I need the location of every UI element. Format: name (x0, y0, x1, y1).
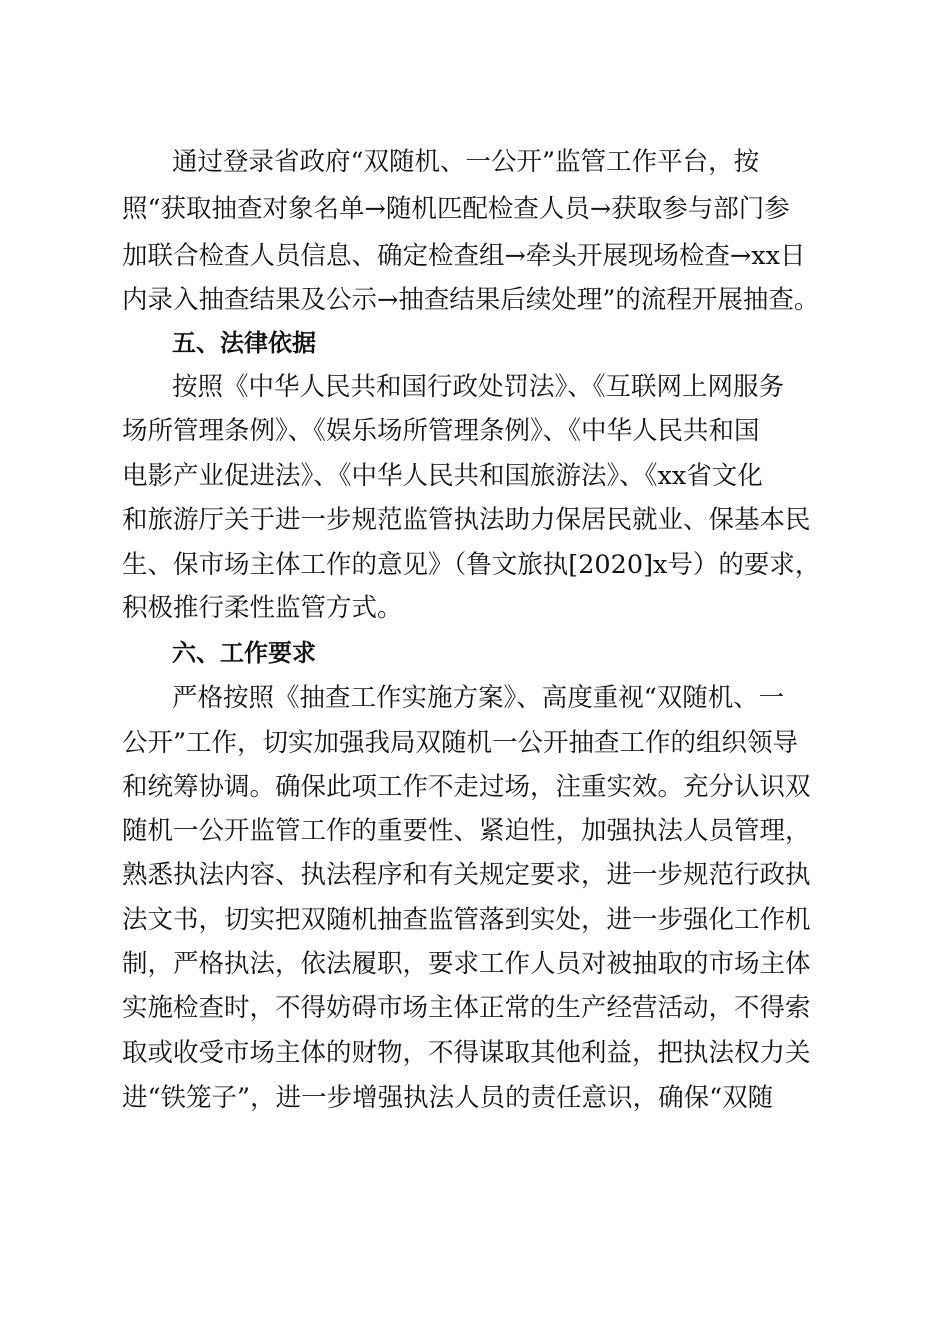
paragraph-line (0, 1033, 950, 1073)
section-heading (0, 323, 950, 363)
heading-text: 五、法律依据 (172, 329, 316, 357)
line-text: 和统筹协调。确保此项工作不走过场，注重实效。充分认识双 (122, 772, 811, 802)
line-text: 公开”工作，切实加强我局双随机一公开抽查工作的组织领导 (122, 728, 799, 758)
section-heading (0, 633, 950, 673)
paragraph-line (0, 280, 950, 320)
paragraph-line (0, 944, 950, 984)
paragraph-line (0, 1078, 950, 1118)
paragraph-line (0, 588, 950, 628)
line-text: 按照《中华人民共和国行政处罚法》、《互联网上网服务 (172, 372, 785, 402)
line-text: 电影产业促进法》、《中华人民共和国旅游法》、《xx省文化 (122, 461, 763, 491)
paragraph-line (0, 236, 950, 276)
paragraph-line (0, 142, 950, 182)
line-text: 生、保市场主体工作的意见》（鲁文旅执[2020]x号）的要求， (122, 550, 821, 580)
line-text: 内录入抽查结果及公示→抽查结果后续处理”的流程开展抽查。 (122, 285, 820, 315)
paragraph-line (0, 545, 950, 585)
line-text: 随机一公开监管工作的重要性、紧迫性，加强执法人员管理， (122, 816, 811, 846)
line-text: 场所管理条例》、《娱乐场所管理条例》、《中华人民共和国 (122, 416, 760, 446)
paragraph-line (0, 189, 950, 229)
paragraph-line (0, 367, 950, 407)
line-text: 法文书，切实把双随机抽查监管落到实处，进一步强化工作机 (122, 905, 811, 935)
line-text: 和旅游厅关于进一步规范监管执法助力保居民就业、保基本民 (122, 505, 811, 535)
line-text: 加联合检查人员信息、确定检查组→牵头开展现场检查→xx日 (122, 241, 806, 271)
line-text: 通过登录省政府“双随机、一公开”监管工作平台，按 (172, 147, 760, 177)
paragraph-line (0, 411, 950, 451)
paragraph-line (0, 678, 950, 718)
paragraph-line (0, 500, 950, 540)
line-text: 进“铁笼子”，进一步增强执法人员的责任意识，确保“双随 (122, 1083, 774, 1113)
line-text: 制，严格执法，依法履职，要求工作人员对被抽取的市场主体 (122, 949, 811, 979)
line-text: 严格按照《抽查工作实施方案》、高度重视“双随机、一 (172, 683, 785, 713)
line-text: 照“获取抽查对象名单→随机匹配检查人员→获取参与部门参 (122, 194, 790, 224)
paragraph-line (0, 811, 950, 851)
line-text: 积极推行柔性监管方式。 (122, 593, 403, 623)
paragraph-line (0, 855, 950, 895)
paragraph-line (0, 723, 950, 763)
paragraph-line (0, 988, 950, 1028)
line-text: 实施检查时，不得妨碍市场主体正常的生产经营活动，不得索 (122, 993, 811, 1023)
line-text: 取或收受市场主体的财物，不得谋取其他利益，把执法权力关 (122, 1038, 811, 1068)
paragraph-line (0, 900, 950, 940)
paragraph-line (0, 456, 950, 496)
line-text: 熟悉执法内容、执法程序和有关规定要求，进一步规范行政执 (122, 860, 811, 890)
paragraph-line (0, 767, 950, 807)
heading-text: 六、工作要求 (172, 639, 316, 667)
